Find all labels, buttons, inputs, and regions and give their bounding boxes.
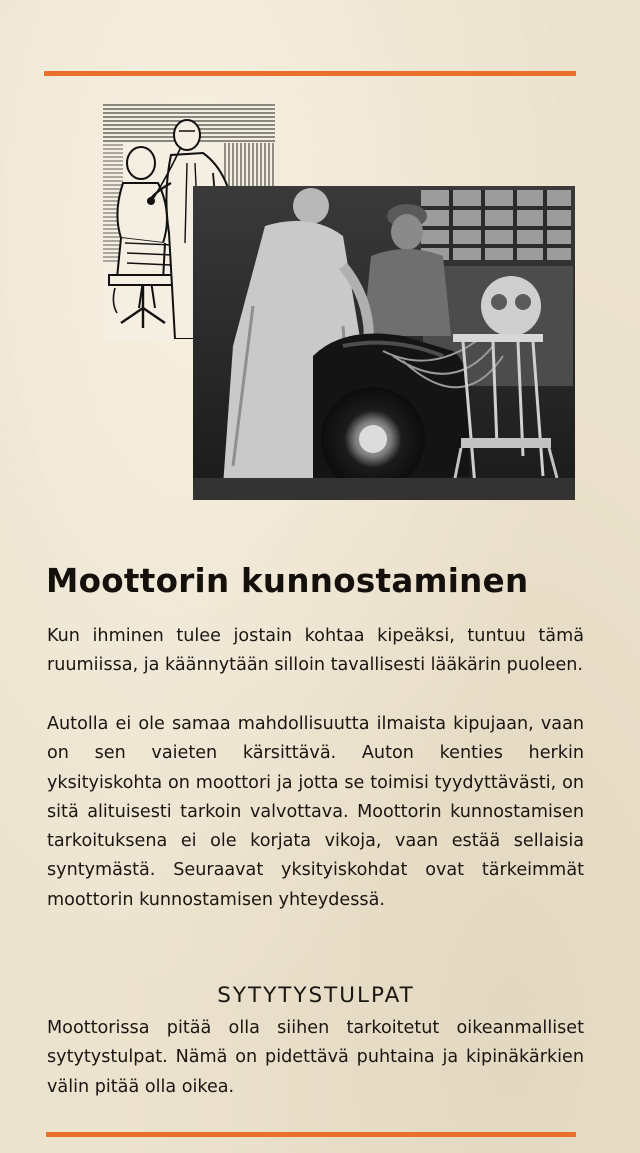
bottom-orange-rule (46, 1132, 576, 1137)
article-title: Moottorin kunnostaminen (46, 562, 529, 600)
mechanic-servicing-car-icon (193, 186, 575, 500)
top-orange-rule (44, 71, 576, 76)
paragraph-car-engine: Autolla ei ole samaa mahdollisuutta ilmaista kipujaan, vaan on sen vaieten kärsittävä. Auton kenties herkin yksityiskohta on moottori ja jotta se toimisi tyydyttävästi, on sitä alituisesti tarkoin valvottava. Moottorin kunnostamisen tarkoituksena ei ole korjata vikoja, vaan estää sellaisia syntymästä. Seuraavat yksityiskohdat ovat tärkeimmät moottorin kunnostamisen yhteydessä. (47, 714, 584, 910)
paragraph-intro: Kun ihminen tulee jostain kohtaa kipeäksi, tuntuu tämä ruumiissa, ja käännytään silloin tavallisesti lääkärin puoleen. (47, 626, 584, 676)
section-heading-spark-plugs: SYTYTYSTULPAT (217, 983, 415, 1008)
mechanic-car-photo (193, 186, 575, 500)
paragraph-spark-plugs: Moottorissa pitää olla siihen tarkoitetut oikeanmalliset sytytystulpat. Nämä on pidettävä puhtaina ja kipinäkärkien välin pitää olla oikea. (47, 1018, 584, 1097)
